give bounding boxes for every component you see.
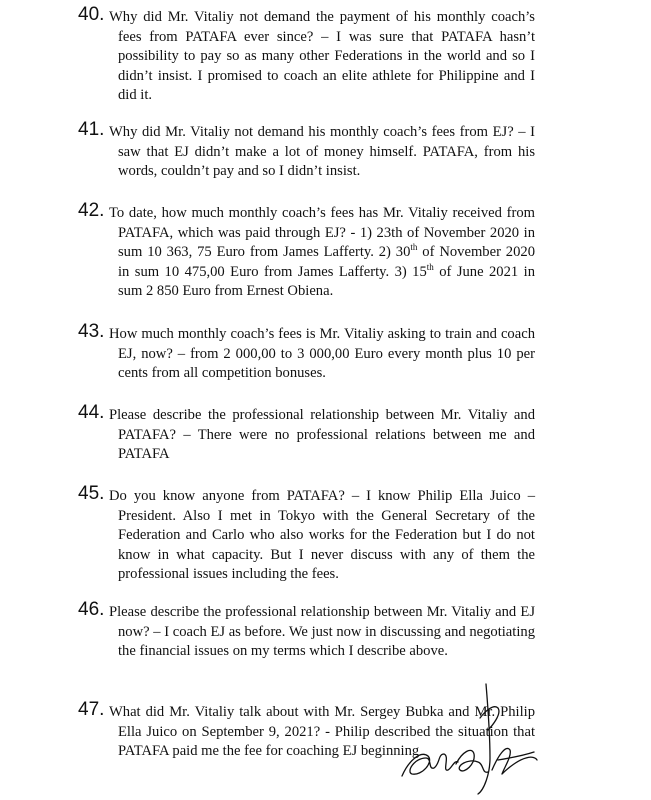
item-text: Please describe the professional relationship between Mr. Vitaliy and PATAFA? – There were no professional relations between me and PATAFA — [109, 407, 535, 462]
ordinal-suffix: th — [410, 242, 418, 252]
item-number: 44. — [78, 402, 105, 423]
item-text-part: of November 2020 in sum 10 475,00 Euro from James Lafferty. 3) 15 — [118, 244, 535, 280]
item-number: 40. — [78, 4, 105, 25]
item-number: 45. — [78, 483, 105, 504]
item-number: 46. — [78, 599, 105, 620]
item-text: Why did Mr. Vitaliy not demand his monthly coach’s fees from EJ? – I saw that EJ didn’t make a lot of money himself. PATAFA, from his words, couldn’t pay and so I didn’t insist. — [109, 124, 535, 179]
item-text: Do you know anyone from PATAFA? – I know Philip Ella Juico – President. Also I met in Tokyo with the General Secretary of the Federation and Carlo who also works for the Federation but I do not know in what capacity. But I never discuss with any of them the professional issues including the fees. — [109, 488, 535, 582]
item-text-part: of June 2021 in sum 2 850 Euro from Ernest Obiena. — [118, 263, 535, 299]
qa-item-40 — [78, 4, 535, 106]
qa-item-43 — [78, 321, 535, 384]
item-number: 41. — [78, 119, 105, 140]
item-number: 43. — [78, 321, 105, 342]
item-text: Please describe the professional relationship between Mr. Vitaliy and EJ now? – I coach EJ as before. We just now in discussing and negotiating the financial issues on my terms which I describe above. — [109, 604, 535, 659]
item-text: Why did Mr. Vitaliy not demand the payment of his monthly coach’s fees from PATAFA ever since? – I was sure that PATAFA hasn’t possibility to pay so as many other Federations in the world and so I didn’t insist. I promised to coach an elite athlete for Philippine and I did it. — [109, 9, 535, 103]
qa-item-45 — [78, 483, 535, 585]
qa-item-46 — [78, 599, 535, 662]
signature-icon — [398, 678, 538, 796]
ordinal-suffix: th — [426, 261, 434, 272]
qa-item-41 — [78, 119, 535, 182]
qa-item-42 — [78, 200, 535, 302]
item-number: 47. — [78, 699, 105, 720]
qa-item-44 — [78, 402, 535, 465]
item-text — [109, 204, 535, 302]
item-number: 42. — [78, 200, 105, 221]
item-text-part: To date, how much monthly coach’s fees has Mr. Vitaliy received from PATAFA, which was paid through EJ? - 1) 23th of November 2020 in sum 10 363, 75 Euro from James Lafferty. 2) 30 — [109, 205, 535, 260]
item-text: How much monthly coach’s fees is Mr. Vitaliy asking to train and coach EJ, now? – from 2 000,00 to 3 000,00 Euro every month plus 10 per cents from all competition bonuses. — [109, 326, 535, 381]
item-text: What did Mr. Vitaliy talk about with Mr. Sergey Bubka and Mr. Philip Ella Juico on September 9, 2021? - Philip described the situation that PATAFA paid me the fee for coaching EJ beginning — [109, 704, 535, 759]
